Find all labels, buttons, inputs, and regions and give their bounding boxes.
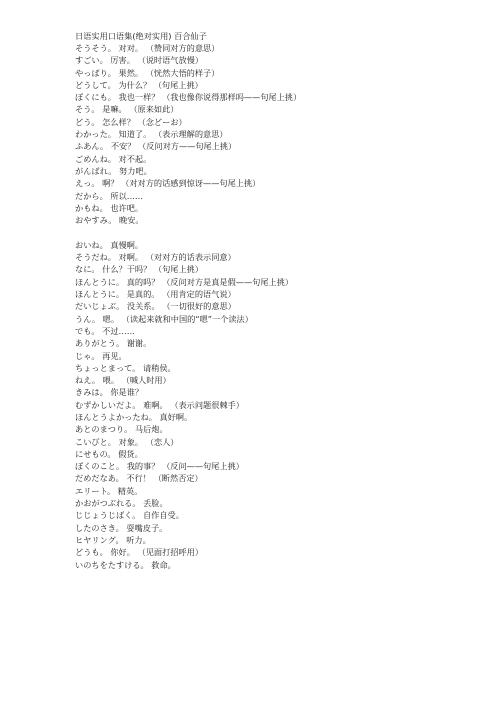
phrase-line: ぼくにも。 我也一样？ （我也像你说得那样吗——句尾上挑）: [75, 92, 302, 103]
phrase-line: なに。 什么？干吗？ （句尾上挑）: [75, 264, 204, 275]
document-title: 日语实用口语集(绝对实用) 百合仙子: [75, 31, 207, 41]
phrase-line: うん。 嗯。 （读起来就和中国的“嗯”一个读法）: [75, 313, 253, 324]
phrase-line: どうして。 为什么？ （句尾上挑）: [75, 79, 203, 90]
section-gap: [75, 226, 475, 238]
phrase-line: ほんとうよかったね。 真好啊。: [75, 412, 193, 422]
phrase-line: そうそう。 对对。 （赞同对方的意思）: [75, 43, 220, 53]
phrase-line: ごめんね。 对不起。: [75, 153, 152, 164]
phrase-line: ヒヤリング。 听力。: [75, 534, 151, 545]
phrase-line: じじょうじばく。 自作自受。: [75, 510, 184, 521]
phrase-line: どう。 怎么样？ （念どーお）: [75, 116, 187, 127]
phrase-line: でも。 不过……: [75, 325, 135, 336]
phrase-line: にせもの。 假货。: [75, 448, 143, 459]
phrase-list-2: [75, 239, 475, 571]
phrase-line: だから。 所以……: [75, 190, 144, 201]
phrase-line: おいね。 真慢啊。: [75, 239, 144, 250]
phrase-line: がんばれ。 努力吧。: [75, 165, 152, 176]
phrase-line: ほんとうに。 是真的。 （用肯定的语气说）: [75, 289, 236, 300]
phrase-line: きみは。 你是谁？: [75, 387, 144, 398]
phrase-line: むずかしいだよ。 难啊。 （表示问题很棘手）: [75, 399, 244, 410]
phrase-line: ちょっとまって。 请稍侯。: [75, 362, 176, 373]
phrase-line: だいじょぶ。 没关系。 （一切很好的意思）: [75, 301, 236, 312]
phrase-line: ぼくのこと。 我的事？ （反问——句尾上挑）: [75, 461, 244, 472]
phrase-line: だめだなあ。 不行！ （断然否定）: [75, 473, 203, 484]
phrase-line: どうも。 你好。 （见面打招呼用）: [75, 547, 204, 558]
phrase-line: いのちをたすける。 救命。: [75, 559, 176, 570]
phrase-line: じゃ。 再见。: [75, 350, 127, 361]
phrase-line: えっ。 啊？ （对对方的话感到惊讶——句尾上挑）: [75, 178, 261, 189]
phrase-list-1: [75, 42, 475, 226]
phrase-line: おやすみ。 晚安。: [75, 215, 144, 226]
phrase-line: こいびと。 对象。 （恋人）: [75, 436, 179, 447]
phrase-line: ありがとう。 谢谢。: [75, 338, 152, 349]
phrase-line: わかった。 知道了。 （表示理解的意思）: [75, 129, 228, 140]
phrase-line: そう。 是嘛。 （原来如此）: [75, 104, 179, 115]
phrase-line: そうだね。 对啊。 （对对方的话表示同意）: [75, 252, 236, 263]
phrase-line: ほんとうに。 真的吗？ （反问对方是真是假——句尾上挑）: [75, 276, 294, 287]
phrase-line: ねえ。 喂。 （喊人时用）: [75, 375, 171, 386]
phrase-line: かおがつぶれる。 丢脸。: [75, 498, 168, 509]
phrase-line: エリート。 精英。: [75, 485, 143, 496]
phrase-line: すごい。 厉害。 （说时语气放慢）: [75, 55, 204, 66]
phrase-line: したのさき。 耍嘴皮子。: [75, 522, 168, 533]
phrase-line: かもね。 也许吧。: [75, 202, 144, 213]
document-page: [75, 30, 475, 571]
phrase-line: あとのまつり。 马后炮。: [75, 424, 168, 435]
phrase-line: ふあん。 不安？ （反问对方——句尾上挑）: [75, 141, 237, 152]
phrase-line: やっぱり。 果然。 （恍然大悟的样子）: [75, 67, 220, 78]
